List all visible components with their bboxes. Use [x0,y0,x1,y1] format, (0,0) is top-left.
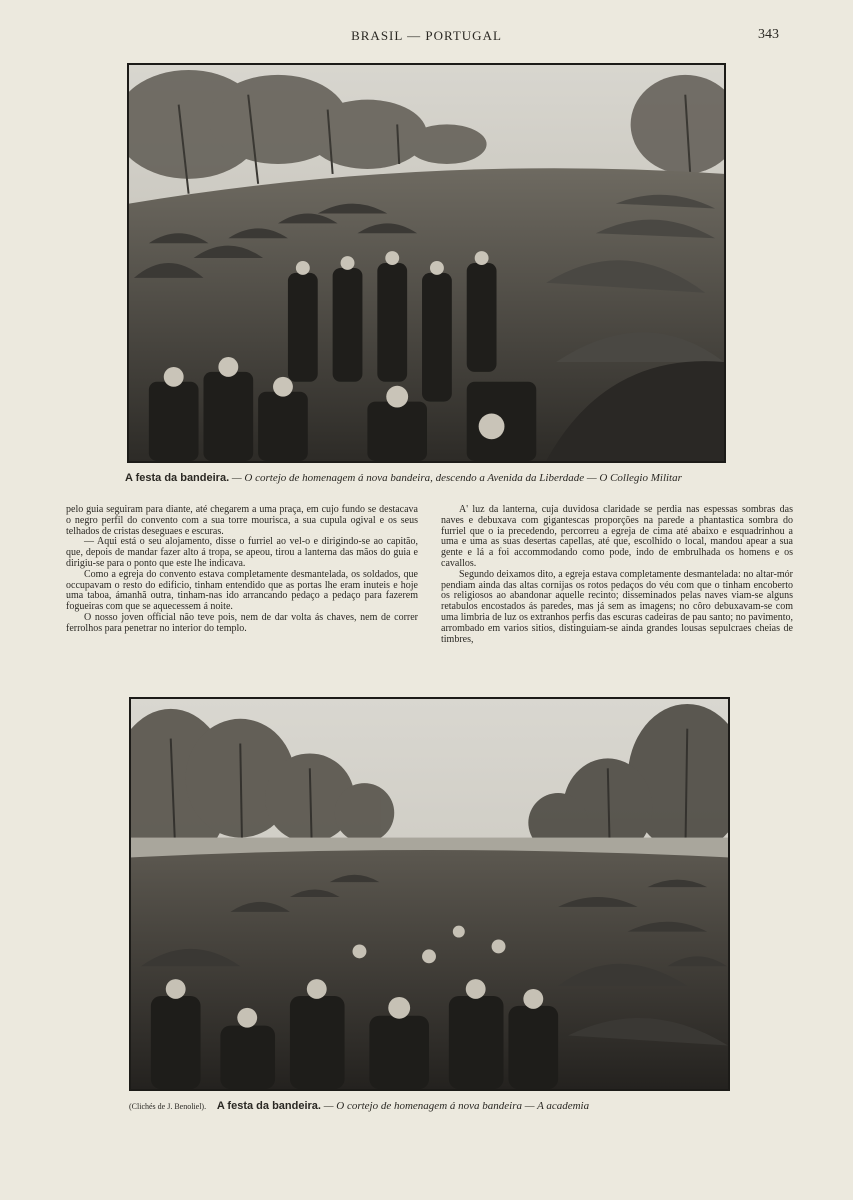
paragraph: pelo guia seguiram para diante, até chegarem a uma praça, em cujo fundo se destacava o negro perfil do convento com a sua torre mourisca, a sua cupula ogival e os seus telhados de cristas deseguaes e escuras. [66,504,418,537]
photo-credit: (Clichés de J. Benoliel). [129,1102,207,1111]
figure2-caption [129,1100,729,1112]
photo-military-college-parade-image [129,65,724,461]
text-column-right [441,505,793,645]
photo-academia-crowd-image [131,699,728,1089]
photo-military-college-parade [127,63,726,463]
figure1-caption [125,472,735,484]
paragraph: Segundo deixamos dito, a egreja estava completamente desmantelada: no altar-mór pendiam ainda das altas cornijas os rotos pedaços do véu com que o tinham encoberto os religiosos ao abandonar aquelle recinto; disseminados pelas naves viam-se alguns retabulos encostados ás paredes, mas já sem as imagens; no côro debuxavam-se com uma limbria de luz os extranhos perfis das escuras cadeiras de pau santo; no pavimento, arrombado em varios sitios, distinguiam-se ainda grandes lousas sepulcraes cheias de timbres, [441,568,793,645]
photo-academia-crowd [129,697,730,1091]
paragraph: O nosso joven official não teve pois, nem de dar volta ás chaves, nem de correr ferrolhos para penetrar no interior do templo. [66,611,418,634]
running-head: BRASIL — PORTUGAL [351,28,502,43]
page-number: 343 [758,27,779,42]
paragraph: — Aqui está o seu alojamento, disse o furriel ao vel-o e dirigindo-se ao capitão, que, depois de mandar fazer alto á tropa, se apeou, tirou a lanterna das mãos do guia e dirigiu-se para o ponto que este lhe indicava. [66,536,418,569]
figure1-caption-title: A festa da bandeira. [125,472,230,484]
paragraph: Como a egreja do convento estava completamente desmantelada, os soldados, que occupavam o resto do edificio, tinham entendido que as portas lhe eram inuteis e hoje uma taboa, ámanhã outra, tinham-nas ido arrancando pedaço a pedaço para fazerem fogueiras com que se aquecessem á noite. [66,568,418,613]
figure2-caption-title: A festa da bandeira. [216,1100,321,1112]
figure2-caption-text: — O cortejo de homenagem á nova bandeira — A academia [323,1100,590,1112]
figure1-caption-text: — O cortejo de homenagem á nova bandeira, descendo a Avenida da Liberdade — O Collegio Militar [231,472,682,484]
text-column-left [66,505,418,635]
paragraph: A' luz da lanterna, cuja duvidosa claridade se perdia nas espessas sombras das naves e debuxava com gigantescas proporções na parede a phantastica sombra do furriel que o ia precedendo, percorreu a egreja de cima até abaixo e esquadrinhou a uma e uma as suas desertas capellas, até que, escolhido o local, mandou apear a sua gente e lá a foi accommodando como pode, indo de embrulhada os homens e os cavallos. [441,504,793,569]
